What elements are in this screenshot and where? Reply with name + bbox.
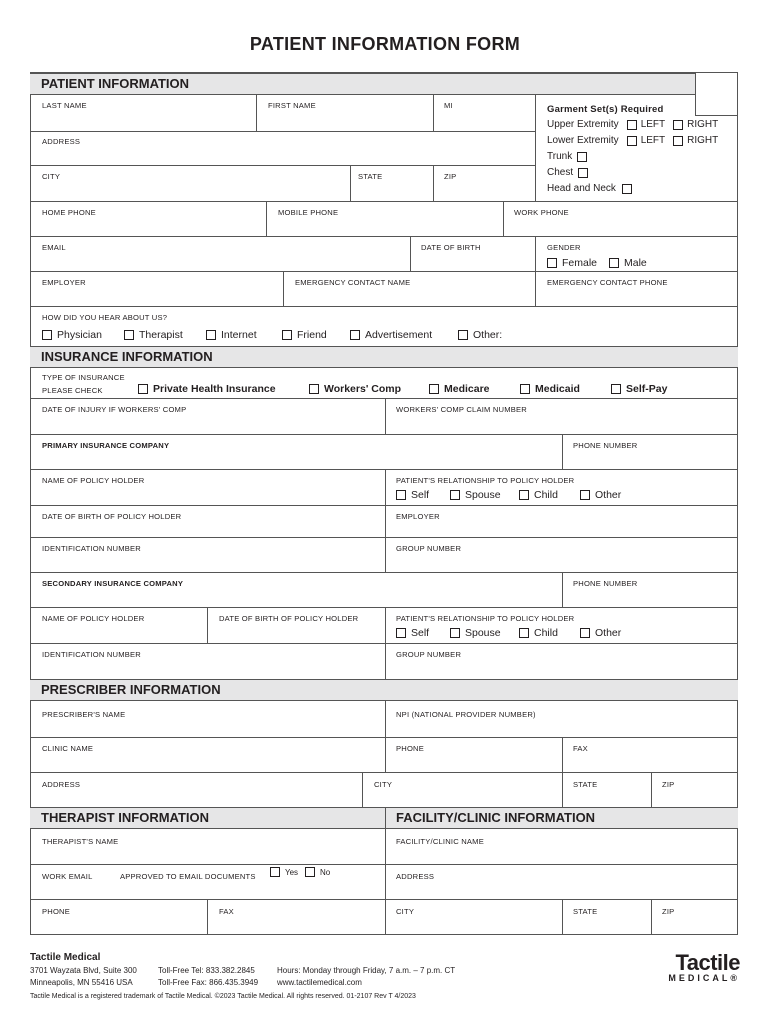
facility-address-label: ADDRESS <box>396 872 435 881</box>
checkbox-icon[interactable] <box>519 628 529 638</box>
logo-wordmark: Tactile <box>675 950 740 975</box>
clinic-name-label: CLINIC NAME <box>42 744 94 753</box>
checkbox-icon[interactable] <box>270 867 280 877</box>
heard-therapist-option[interactable]: Therapist <box>124 329 183 341</box>
secondary-rel-other[interactable]: Other <box>580 627 621 639</box>
heard-advertisement-option[interactable]: Advertisement <box>350 329 432 341</box>
row-line <box>30 131 535 132</box>
footer-website[interactable]: www.tactilemedical.com <box>277 978 362 987</box>
row-line <box>30 772 738 773</box>
prescriber-phone-label: PHONE <box>396 744 425 753</box>
col-line <box>433 165 434 201</box>
checkbox-icon[interactable] <box>609 258 619 268</box>
city-label: CITY <box>42 172 61 181</box>
col-line <box>283 271 284 306</box>
facility-name-label: FACILITY/CLINIC NAME <box>396 837 484 846</box>
npi-label: NPI (NATIONAL PROVIDER NUMBER) <box>396 710 536 719</box>
home-phone-label: HOME PHONE <box>42 208 96 217</box>
facility-section-header: FACILITY/CLINIC INFORMATION <box>396 810 596 825</box>
checkbox-icon[interactable] <box>450 628 460 638</box>
checkbox-icon[interactable] <box>580 628 590 638</box>
checkbox-icon[interactable] <box>611 384 621 394</box>
checkbox-icon[interactable] <box>580 490 590 500</box>
footer-tel: Toll-Free Tel: 833.382.2845 <box>158 966 255 975</box>
secondary-rel-child[interactable]: Child <box>519 627 558 639</box>
checkbox-icon[interactable] <box>547 258 557 268</box>
footer-hours: Hours: Monday through Friday, 7 a.m. – 7 p.m. CT <box>277 966 456 975</box>
col-line <box>503 201 504 236</box>
prescriber-city-label: CITY <box>374 780 393 789</box>
col-line <box>535 95 536 201</box>
lower-right-checkbox[interactable] <box>673 136 683 146</box>
primary-phone-label: PHONE NUMBER <box>573 441 638 450</box>
primary-group-label: GROUP NUMBER <box>396 544 462 553</box>
primary-id-label: IDENTIFICATION NUMBER <box>42 544 141 553</box>
prescriber-fax-label: FAX <box>573 744 588 753</box>
col-line <box>410 236 411 271</box>
col-line <box>350 165 351 201</box>
approved-email-label: APPROVED TO EMAIL DOCUMENTS <box>120 872 256 881</box>
logo-subtitle: MEDICAL® <box>668 973 740 983</box>
secondary-insurance-label: SECONDARY INSURANCE COMPANY <box>42 579 184 588</box>
zip-label: ZIP <box>444 172 457 181</box>
footer-address-line2: Minneapolis, MN 55416 USA <box>30 978 133 987</box>
mobile-phone-label: MOBILE PHONE <box>278 208 339 217</box>
row-line <box>30 469 738 470</box>
row-line <box>30 737 738 738</box>
row-line <box>30 572 738 573</box>
prescriber-zip-label: ZIP <box>662 780 675 789</box>
garment-title: Garment Set(s) Required <box>547 104 664 115</box>
office-use-box <box>695 72 738 116</box>
primary-rel-other[interactable]: Other <box>580 489 621 501</box>
insurance-medicare-option[interactable]: Medicare <box>429 383 490 395</box>
patient-section-header: PATIENT INFORMATION <box>30 73 696 95</box>
employer-label: EMPLOYER <box>42 278 86 287</box>
head-neck-row: Head and Neck <box>547 183 632 194</box>
prescriber-section-header: PRESCRIBER INFORMATION <box>30 679 738 701</box>
facility-state-label: STATE <box>573 907 598 916</box>
tactile-logo <box>660 950 740 983</box>
footer-address-line1: 3701 Wayzata Blvd, Suite 300 <box>30 966 137 975</box>
approved-no-option[interactable]: No <box>305 867 330 877</box>
prescriber-name-label: PRESCRIBER'S NAME <box>42 710 126 719</box>
upper-right-checkbox[interactable] <box>673 120 683 130</box>
primary-rel-child[interactable]: Child <box>519 489 558 501</box>
checkbox-icon[interactable] <box>42 330 52 340</box>
insurance-self-pay-option[interactable]: Self-Pay <box>611 383 667 395</box>
prescriber-state-label: STATE <box>573 780 598 789</box>
col-line <box>207 899 208 935</box>
row-line <box>30 864 738 865</box>
checkbox-icon[interactable] <box>206 330 216 340</box>
col-line <box>535 236 536 271</box>
checkbox-icon[interactable] <box>520 384 530 394</box>
checkbox-icon[interactable] <box>305 867 315 877</box>
primary-holder-dob-label: DATE OF BIRTH OF POLICY HOLDER <box>42 512 182 521</box>
chest-row: Chest <box>547 167 588 178</box>
col-line <box>385 469 386 572</box>
secondary-phone-label: PHONE NUMBER <box>573 579 638 588</box>
therapist-section-header: THERAPIST INFORMATION <box>30 807 738 829</box>
insurance-check-label: PLEASE CHECK <box>42 386 103 395</box>
first-name-label: FIRST NAME <box>268 101 316 110</box>
col-line <box>362 772 363 807</box>
primary-insurance-label: PRIMARY INSURANCE COMPANY <box>42 441 170 450</box>
dob-label: DATE OF BIRTH <box>421 243 481 252</box>
checkbox-icon[interactable] <box>429 384 439 394</box>
col-line <box>562 737 563 807</box>
col-line <box>651 899 652 935</box>
therapist-email-label: WORK EMAIL <box>42 872 93 881</box>
secondary-relationship-label: PATIENT'S RELATIONSHIP TO POLICY HOLDER <box>396 614 575 623</box>
row-line <box>30 271 738 272</box>
last-name-label: LAST NAME <box>42 101 87 110</box>
row-line <box>30 537 738 538</box>
secondary-holder-label: NAME OF POLICY HOLDER <box>42 614 145 623</box>
chest-checkbox[interactable] <box>578 168 588 178</box>
primary-rel-self[interactable]: Self <box>396 489 429 501</box>
col-line <box>266 201 267 236</box>
primary-relationship-label: PATIENT'S RELATIONSHIP TO POLICY HOLDER <box>396 476 575 485</box>
mi-label: MI <box>444 101 453 110</box>
col-line <box>385 607 386 679</box>
footer-company: Tactile Medical <box>30 952 101 963</box>
therapist-phone-label: PHONE <box>42 907 71 916</box>
col-line <box>256 95 257 131</box>
col-line <box>535 271 536 306</box>
footer-fax: Toll-Free Fax: 866.435.3949 <box>158 978 259 987</box>
col-line <box>385 701 386 772</box>
trunk-row: Trunk <box>547 151 587 162</box>
row-line <box>30 165 535 166</box>
checkbox-icon[interactable] <box>396 628 406 638</box>
footer-legal: Tactile Medical is a registered trademark of Tactile Medical. ©2023 Tactile Medical. All rights reserved. 01-2107 Rev T 4/2023 <box>30 993 416 1000</box>
heard-internet-option[interactable]: Internet <box>206 329 257 341</box>
insurance-type-label: TYPE OF INSURANCE <box>42 373 125 382</box>
checkbox-icon[interactable] <box>309 384 319 394</box>
address-label: ADDRESS <box>42 137 81 146</box>
row-line <box>30 201 738 202</box>
state-label: STATE <box>358 172 383 181</box>
facility-city-label: CITY <box>396 907 415 916</box>
row-line <box>30 398 738 399</box>
checkbox-icon[interactable] <box>519 490 529 500</box>
secondary-id-label: IDENTIFICATION NUMBER <box>42 650 141 659</box>
row-line <box>30 607 738 608</box>
secondary-holder-dob-label: DATE OF BIRTH OF POLICY HOLDER <box>219 614 359 623</box>
col-line <box>433 95 434 131</box>
col-line <box>562 899 563 935</box>
trunk-checkbox[interactable] <box>577 152 587 162</box>
row-line <box>30 236 738 237</box>
col-line <box>562 572 563 607</box>
row-line <box>30 434 738 435</box>
secondary-group-label: GROUP NUMBER <box>396 650 462 659</box>
insurance-workers-comp-option[interactable]: Workers' Comp <box>309 383 401 395</box>
col-line <box>207 607 208 643</box>
head-neck-checkbox[interactable] <box>622 184 632 194</box>
col-line <box>651 772 652 807</box>
claim-label: WORKERS' COMP CLAIM NUMBER <box>396 405 527 414</box>
emergency-name-label: EMERGENCY CONTACT NAME <box>295 278 411 287</box>
lower-extremity-row: Lower Extremity LEFT RIGHT <box>547 135 719 146</box>
gender-label: GENDER <box>547 243 581 252</box>
therapist-name-label: THERAPIST'S NAME <box>42 837 119 846</box>
col-line <box>385 807 386 935</box>
lower-left-checkbox[interactable] <box>627 136 637 146</box>
work-phone-label: WORK PHONE <box>514 208 569 217</box>
row-line <box>30 306 738 307</box>
email-label: EMAIL <box>42 243 66 252</box>
secondary-rel-spouse[interactable]: Spouse <box>450 627 501 639</box>
approved-yes-option[interactable]: Yes <box>270 867 298 877</box>
heard-friend-option[interactable]: Friend <box>282 329 327 341</box>
emergency-phone-label: EMERGENCY CONTACT PHONE <box>547 278 668 287</box>
primary-employer-label: EMPLOYER <box>396 512 440 521</box>
insurance-section-header: INSURANCE INFORMATION <box>30 346 738 368</box>
doi-label: DATE OF INJURY IF WORKERS' COMP <box>42 405 187 414</box>
therapist-fax-label: FAX <box>219 907 234 916</box>
checkbox-icon[interactable] <box>282 330 292 340</box>
secondary-rel-self[interactable]: Self <box>396 627 429 639</box>
checkbox-icon[interactable] <box>138 384 148 394</box>
checkbox-icon[interactable] <box>450 490 460 500</box>
checkbox-icon[interactable] <box>350 330 360 340</box>
page-title: PATIENT INFORMATION FORM <box>249 34 521 54</box>
gender-male-option[interactable]: Male <box>609 257 647 269</box>
checkbox-icon[interactable] <box>124 330 134 340</box>
upper-extremity-row: Upper Extremity LEFT RIGHT <box>547 119 719 130</box>
primary-rel-spouse[interactable]: Spouse <box>450 489 501 501</box>
facility-zip-label: ZIP <box>662 907 675 916</box>
heard-other-option[interactable]: Other: <box>458 329 502 341</box>
checkbox-icon[interactable] <box>396 490 406 500</box>
prescriber-address-label: ADDRESS <box>42 780 81 789</box>
upper-left-checkbox[interactable] <box>627 120 637 130</box>
col-line <box>562 434 563 469</box>
insurance-medicaid-option[interactable]: Medicaid <box>520 383 580 395</box>
gender-female-option[interactable]: Female <box>547 257 597 269</box>
heard-physician-option[interactable]: Physician <box>42 329 102 341</box>
primary-holder-label: NAME OF POLICY HOLDER <box>42 476 145 485</box>
row-line <box>30 643 738 644</box>
row-line <box>30 899 738 900</box>
col-line <box>385 398 386 434</box>
row-line <box>30 505 738 506</box>
insurance-private-option[interactable]: Private Health Insurance <box>138 383 276 395</box>
checkbox-icon[interactable] <box>458 330 468 340</box>
heard-label: HOW DID YOU HEAR ABOUT US? <box>42 313 168 322</box>
